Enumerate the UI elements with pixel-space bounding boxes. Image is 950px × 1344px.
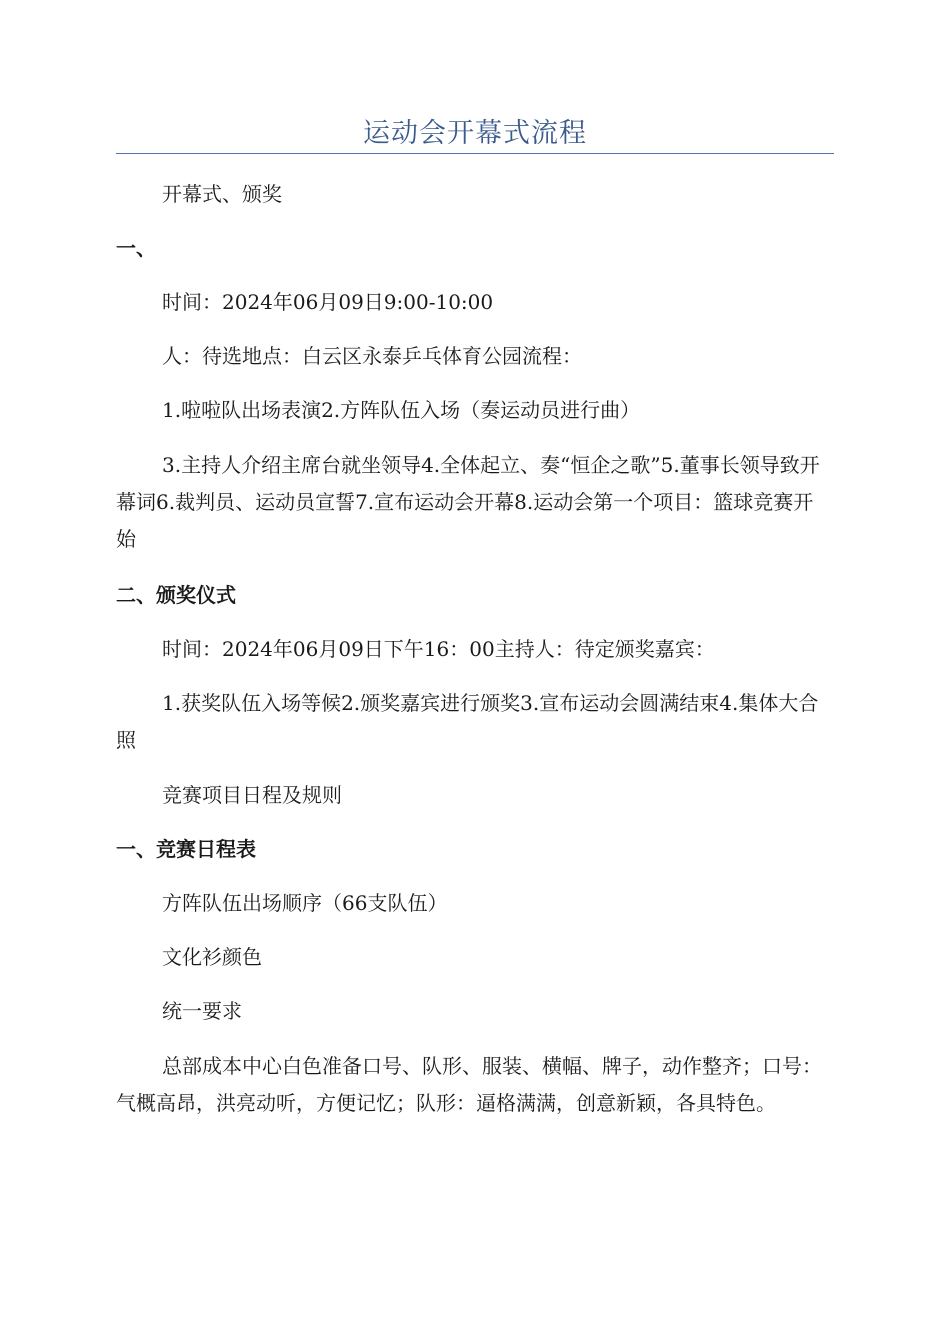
section-heading-1: 一、 xyxy=(116,236,156,260)
document-title: 运动会开幕式流程 xyxy=(363,118,587,149)
schedule-intro-paragraph: 竞赛项目日程及规则 xyxy=(162,783,342,807)
opening-time-paragraph: 时间：2024年06月09日9:00-10:00 xyxy=(162,290,494,314)
opening-steps-paragraph-1: 1.啦啦队出场表演2.方阵队伍入场（奏运动员进行曲） xyxy=(162,398,641,422)
subtitle-paragraph: 开幕式、颁奖 xyxy=(162,182,282,206)
section-heading-schedule: 一、竞赛日程表 xyxy=(116,837,256,861)
requirements-paragraph: 统一要求 xyxy=(162,999,242,1023)
award-time-paragraph: 时间：2024年06月09日下午16：00主持人：待定颁奖嘉宾： xyxy=(162,637,715,661)
opening-steps-paragraph-2: 3.主持人介绍主席台就坐领导4.全体起立、奏“恒企之歌”5.董事长领导致开幕词6.裁判员、运动员宣誓7.宣布运动会开幕8.运动会第一个项目：篮球竞赛开始 xyxy=(116,453,820,551)
shirt-color-paragraph: 文化衫颜色 xyxy=(162,945,262,969)
requirements-detail-paragraph: 总部成本中心白色准备口号、队形、服装、横幅、牌子，动作整齐；口号：气概高昂，洪亮动听，方便记忆；队形：逼格满满，创意新颖，各具特色。 xyxy=(116,1054,822,1115)
title-underline xyxy=(116,153,834,154)
team-order-paragraph: 方阵队伍出场顺序（66支队伍） xyxy=(162,891,448,915)
award-steps-paragraph: 1.获奖队伍入场等候2.颁奖嘉宾进行颁奖3.宣布运动会圆满结束4.集体大合照 xyxy=(116,691,819,752)
opening-location-paragraph: 人：待选地点：白云区永泰乒乓体育公园流程： xyxy=(162,344,582,368)
section-heading-2: 二、颁奖仪式 xyxy=(116,583,236,607)
